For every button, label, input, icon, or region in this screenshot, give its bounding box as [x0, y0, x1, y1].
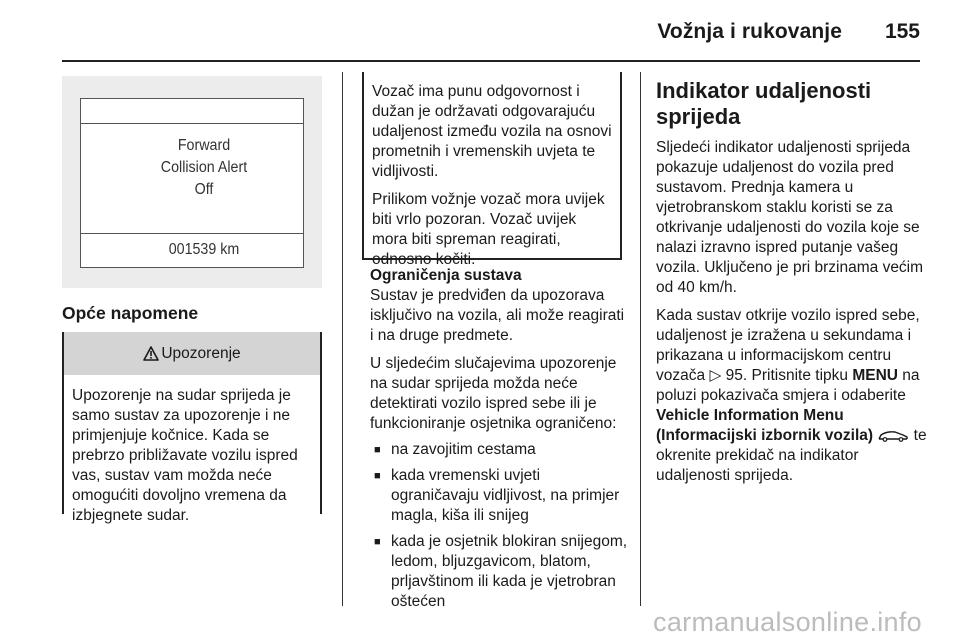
page-reference[interactable]: ▷ 95.	[709, 367, 748, 384]
body-paragraph: Sustav je predviđen da upozorava isključivo na vozila, ali može reagirati i na druge predmete.	[370, 287, 625, 344]
text-run: na poluzi pokazivača smjera i odaberite	[656, 367, 920, 404]
dic-display-screen	[80, 98, 304, 268]
text-run: Kada sustav otkrije vozilo ispred sebe, udaljenost je izražena u sekundama i prikazana u informacijskom centru vozača	[656, 307, 920, 384]
dic-display-illustration	[62, 76, 322, 288]
system-limits-section	[370, 266, 628, 612]
column-divider-1	[342, 72, 343, 606]
watermark: carmanualsonline.info	[653, 607, 922, 637]
text-run: Pritisnite tipku	[751, 367, 849, 384]
section-heading-general: Opće napomene	[62, 303, 199, 323]
body-paragraph	[656, 306, 928, 486]
distance-indication-section	[656, 78, 928, 486]
warning-triangle-icon	[143, 346, 159, 361]
body-paragraph: U sljedećim slučajevima upozorenje na sudar sprijeda možda neće detektirati vozilo ispred sebe ili je funkcioniranje osjetnika ograničeno:	[370, 355, 617, 432]
display-message	[113, 135, 295, 201]
chapter-title: Vožnja i rukovanje	[657, 20, 842, 43]
subheading-system-limits: Ograničenja sustava	[370, 267, 522, 284]
warning-box	[62, 332, 322, 524]
warning-title: Upozorenje	[161, 344, 241, 362]
page-reference-number: 95	[725, 367, 743, 384]
notice-paragraph: Vozač ima punu odgovornost i dužan je održavati odgovarajuću udaljenost između vozila na osnovi prometnih i vremenskih uvjeta te vidljivosti.	[372, 83, 612, 180]
menu-key-label: MENU	[852, 367, 898, 384]
list-item: ■ kada je osjetnik blokiran snijegom, ledom, bljuzgavicom, blatom, prljavštinom ili kada je vjetrobran oštećen	[370, 532, 628, 612]
page-number: 155	[884, 20, 920, 43]
list-item: ■ na zavojitim cestama	[370, 440, 628, 460]
notice-paragraph: Prilikom vožnje vozač mora uvijek biti vrlo pozoran. Vozač uvijek mora biti spreman reagirati, odnosno kočiti.	[372, 191, 605, 268]
page-reference-arrow-icon: ▷	[709, 367, 722, 384]
display-line-forward: Forward	[177, 137, 231, 154]
section-heading-distance: Indikator udaljenosti sprijeda	[656, 78, 872, 129]
header-divider	[62, 60, 920, 62]
limits-list	[370, 440, 628, 612]
vehicle-icon	[877, 430, 909, 442]
display-line-collision-alert: Collision Alert	[160, 159, 248, 176]
display-line-status: Off	[194, 181, 214, 198]
notice-box	[362, 72, 622, 268]
warning-text: Upozorenje na sudar sprijeda je samo sustav za upozorenje i ne primjenjuje kočnice. Kada se prebrzo približavate vozilu ispred vas, sustav vam možda neće omogućiti dovoljno vremena da izbjegnete sudar.	[72, 387, 298, 524]
body-paragraph: Sljedeći indikator udaljenosti sprijeda pokazuje udaljenost do vozila pred sustavom. Prednja kamera u vjetrobranskom staklu koristi se za otkrivanje udaljenosti do vozila koje se nalazi izravno ispred putanje vašeg vozila. Uključeno je pri brzinama većim od 40 km/h.	[656, 139, 924, 296]
display-odometer: 001539 km	[168, 241, 240, 258]
display-divider-bottom	[81, 233, 303, 234]
column-divider-2	[640, 72, 641, 606]
list-item: ■ kada vremenski uvjeti ograničavaju vidljivost, na primjer magla, kiša ili snijeg	[370, 466, 628, 526]
menu-item-label: Vehicle Information Menu (Informacijski izbornik vozila)	[656, 407, 874, 444]
text-run: te okrenite prekidač na indikator udaljenosti sprijeda.	[656, 427, 927, 484]
display-divider-top	[81, 123, 303, 124]
page-header	[0, 0, 960, 62]
warning-header	[64, 332, 320, 375]
